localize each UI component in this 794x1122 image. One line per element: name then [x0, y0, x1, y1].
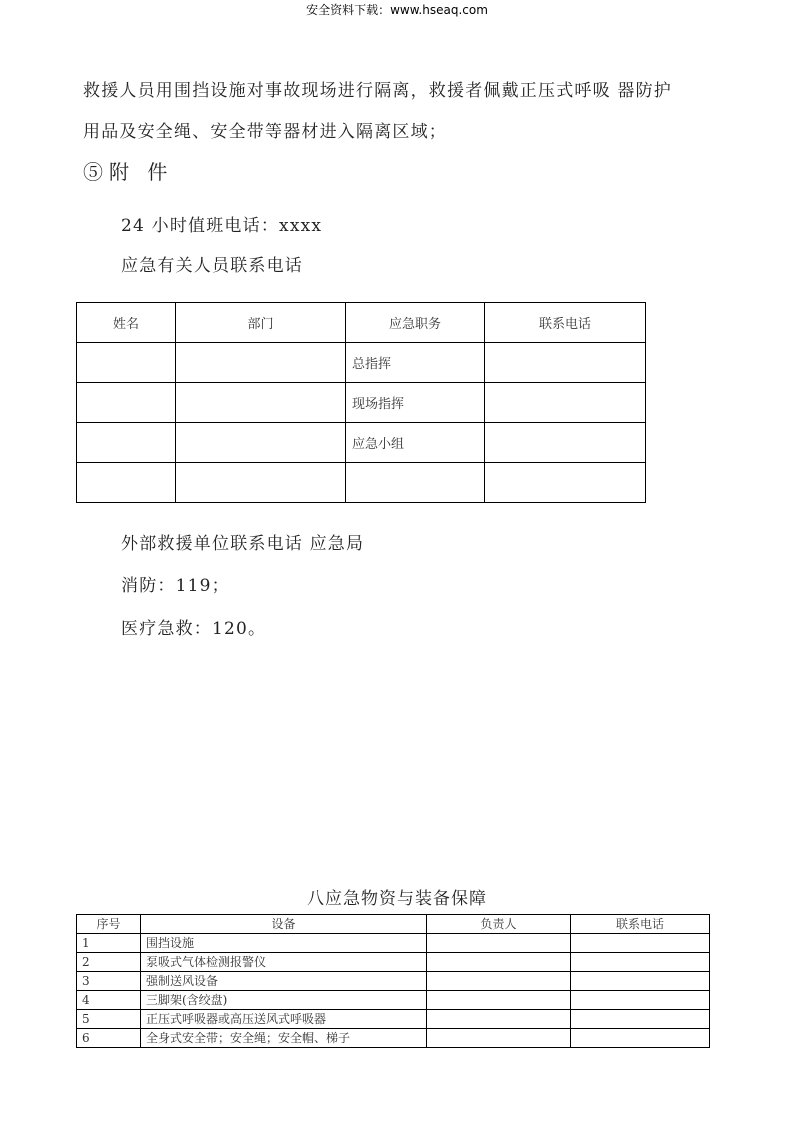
header-cell-phone: 联系电话	[571, 915, 710, 934]
cell-name	[77, 383, 176, 423]
header-cell-name: 姓名	[77, 303, 176, 343]
contacts-table	[76, 302, 646, 503]
cell-role	[346, 463, 485, 503]
cell-name	[77, 463, 176, 503]
header-cell-item: 设备	[141, 915, 427, 934]
cell-role: 现场指挥	[346, 383, 485, 423]
cell-owner	[427, 991, 571, 1010]
cell-item: 三脚架(含绞盘)	[141, 991, 427, 1010]
cell-phone	[485, 343, 646, 383]
cell-dept	[176, 343, 346, 383]
cell-name	[77, 423, 176, 463]
cell-owner	[427, 1010, 571, 1029]
equipment-table	[76, 914, 710, 1048]
cell-no: 2	[77, 953, 141, 972]
cell-role: 应急小组	[346, 423, 485, 463]
cell-role: 总指挥	[346, 343, 485, 383]
header-cell-dept: 部门	[176, 303, 346, 343]
medical-phone-line: 医疗急救：120。	[121, 619, 267, 639]
cell-phone	[485, 463, 646, 503]
header-cell-role: 应急职务	[346, 303, 485, 343]
cell-phone	[485, 423, 646, 463]
table-row	[77, 953, 710, 972]
appendix-heading: ⑤附 件	[83, 160, 174, 184]
cell-phone	[571, 972, 710, 991]
table-row	[77, 423, 646, 463]
paragraph-line-2: 用品及安全绳、安全带等器材进入隔离区域；	[83, 122, 447, 142]
cell-phone	[571, 953, 710, 972]
contacts-title: 应急有关人员联系电话	[121, 256, 303, 276]
duty-phone-line: 24 小时值班电话：xxxx	[121, 216, 323, 236]
equipment-section-title: 八应急物资与装备保障	[307, 889, 487, 909]
cell-phone	[571, 934, 710, 953]
cell-phone	[571, 1029, 710, 1048]
fire-phone-line: 消防：119；	[121, 576, 230, 596]
equipment-table-header	[77, 915, 710, 934]
table-row	[77, 463, 646, 503]
cell-phone	[485, 383, 646, 423]
external-rescue-line: 外部救援单位联系电话 应急局	[121, 534, 365, 554]
cell-owner	[427, 953, 571, 972]
cell-item: 泵吸式气体检测报警仪	[141, 953, 427, 972]
table-row	[77, 343, 646, 383]
contacts-table-header	[77, 303, 646, 343]
cell-phone	[571, 1010, 710, 1029]
table-row	[77, 1010, 710, 1029]
table-row	[77, 383, 646, 423]
cell-dept	[176, 463, 346, 503]
table-row	[77, 972, 710, 991]
cell-item: 全身式安全带；安全绳；安全帽、梯子	[141, 1029, 427, 1048]
cell-name	[77, 343, 176, 383]
cell-item: 强制送风设备	[141, 972, 427, 991]
header-cell-phone: 联系电话	[485, 303, 646, 343]
cell-owner	[427, 972, 571, 991]
cell-no: 5	[77, 1010, 141, 1029]
cell-no: 3	[77, 972, 141, 991]
header-cell-no: 序号	[77, 915, 141, 934]
paragraph-line-1: 救援人员用围挡设施对事故现场进行隔离，救援者佩戴正压式呼吸 器防护	[83, 81, 673, 101]
header-cell-owner: 负责人	[427, 915, 571, 934]
cell-dept	[176, 383, 346, 423]
table-row	[77, 1029, 710, 1048]
cell-item: 正压式呼吸器或高压送风式呼吸器	[141, 1010, 427, 1029]
cell-no: 4	[77, 991, 141, 1010]
cell-owner	[427, 1029, 571, 1048]
cell-item: 围挡设施	[141, 934, 427, 953]
cell-phone	[571, 991, 710, 1010]
cell-dept	[176, 423, 346, 463]
table-row	[77, 934, 710, 953]
cell-no: 1	[77, 934, 141, 953]
table-row	[77, 991, 710, 1010]
page-header: 安全资料下载：www.hseaq.com	[306, 3, 488, 17]
cell-no: 6	[77, 1029, 141, 1048]
cell-owner	[427, 934, 571, 953]
